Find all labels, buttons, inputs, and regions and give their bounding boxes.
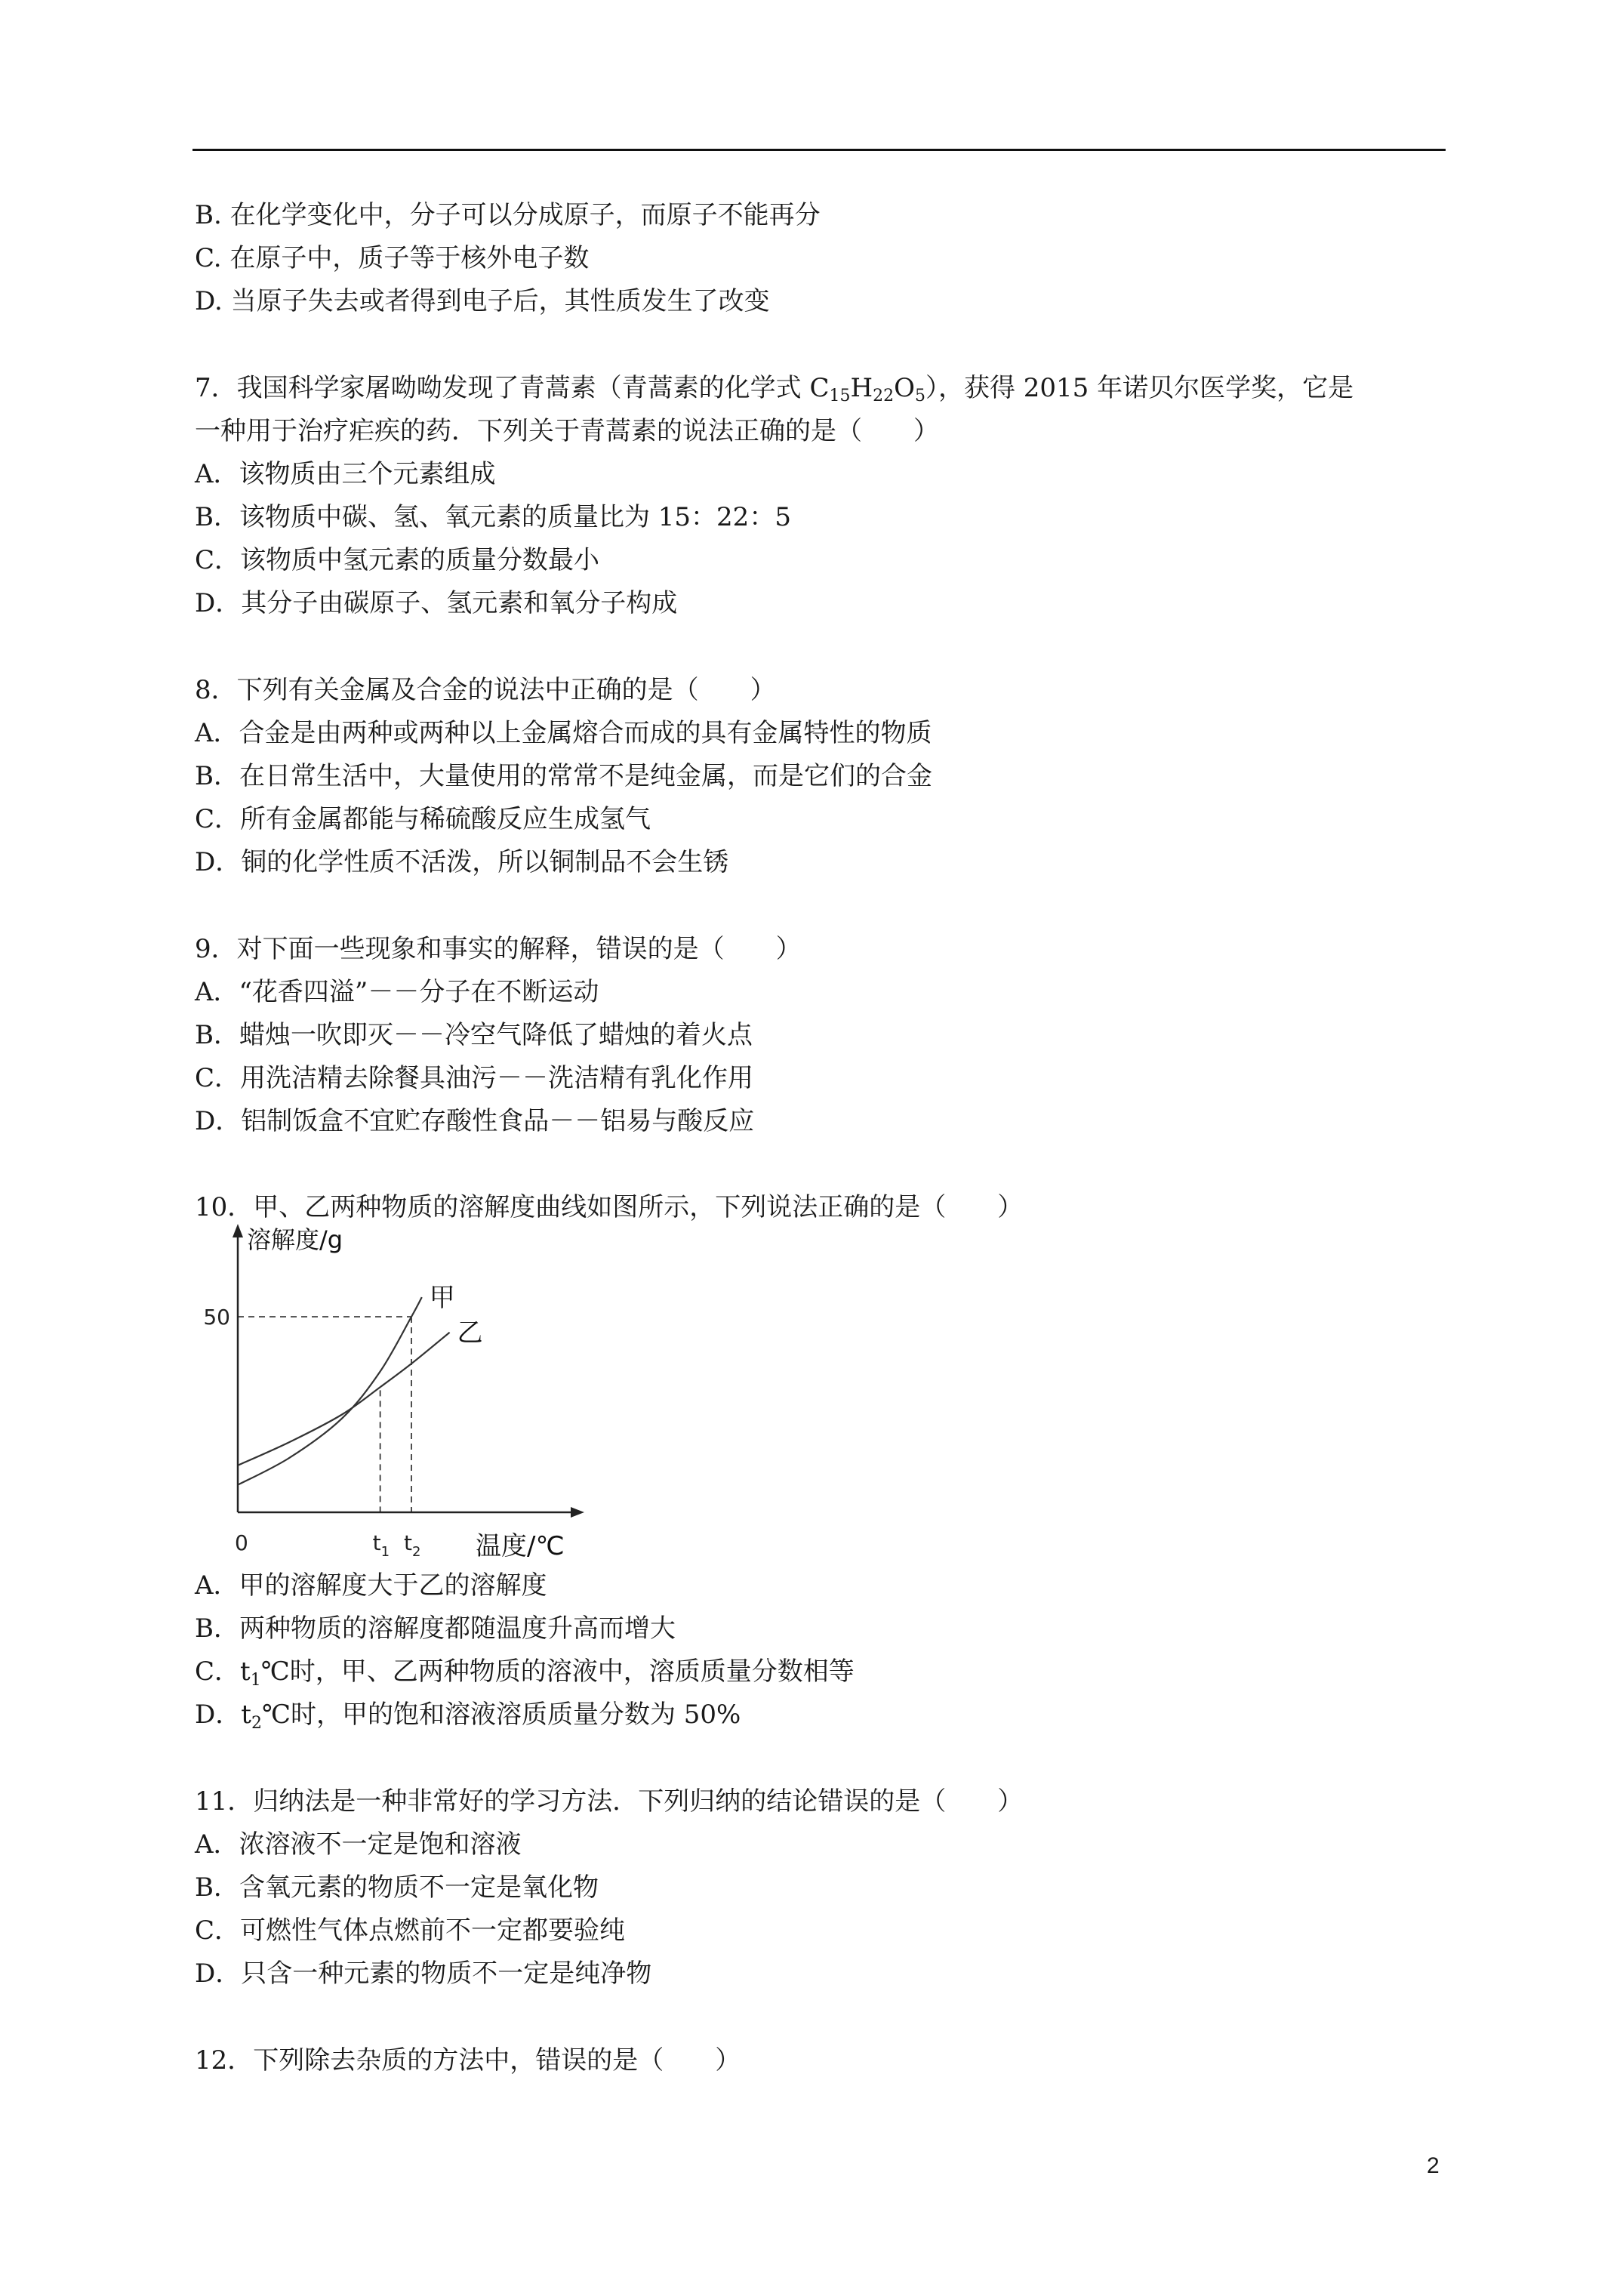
q10-option-c-text: ℃时，甲、乙两种物质的溶液中，溶质质量分数相等	[260, 1657, 855, 1687]
q7-formula-sub-h: 22	[873, 387, 895, 405]
q9-option-b: B．蜡烛一吹即灭－－冷空气降低了蜡烛的着火点	[195, 1020, 753, 1050]
series-curve-1	[238, 1297, 422, 1485]
q10-option-a: A．甲的溶解度大于乙的溶解度	[195, 1570, 547, 1601]
y-tick-label: 50	[203, 1305, 230, 1330]
q8-option-c: C．所有金属都能与稀硫酸反应生成氢气	[195, 804, 651, 834]
series-curve-2	[238, 1333, 450, 1465]
q10-option-d-prefix: D．t	[195, 1700, 251, 1730]
q10-stem: 10．甲、乙两种物质的溶解度曲线如图所示，下列说法正确的是（ ）	[195, 1192, 1024, 1222]
q10-option-b: B．两种物质的溶解度都随温度升高而增大	[195, 1613, 676, 1644]
origin-label: 0	[235, 1530, 248, 1555]
q7-stem-line-1	[195, 373, 1354, 403]
q7-option-a: A．该物质由三个元素组成	[195, 459, 496, 489]
x-axis-arrow-icon	[571, 1507, 584, 1518]
x-tick-sub-1: 1	[380, 1544, 390, 1560]
header-rule	[192, 149, 1446, 151]
x-tick-label-1: t	[372, 1530, 381, 1555]
q7-option-d: D．其分子由碳原子、氢元素和氧分子构成	[195, 588, 678, 618]
q7-stem-prefix: 7．我国科学家屠呦呦发现了青蒿素（青蒿素的化学式 C	[195, 373, 830, 403]
page-number: 2	[1427, 2153, 1440, 2178]
q7-formula-sub-o: 5	[914, 387, 925, 405]
q7-stem-suffix: ），获得 2015 年诺贝尔医学奖，它是	[925, 373, 1354, 403]
q7-option-c: C．该物质中氢元素的质量分数最小	[195, 545, 600, 575]
q11-option-c: C．可燃性气体点燃前不一定都要验纯	[195, 1915, 626, 1946]
q10-option-d	[195, 1700, 741, 1734]
x-tick-label-2: t	[404, 1530, 412, 1555]
q9-option-d: D．铝制饭盒不宜贮存酸性食品－－铝易与酸反应	[195, 1106, 755, 1136]
q10-option-c-sub: 1	[250, 1671, 261, 1690]
y-axis-label: 溶解度/g	[247, 1225, 343, 1254]
q6-option-d: D. 当原子失去或者得到电子后，其性质发生了改变	[195, 286, 770, 316]
q12-stem: 12．下列除去杂质的方法中，错误的是（ ）	[195, 2045, 741, 2076]
q9-option-c: C．用洗洁精去除餐具油污－－洗洁精有乳化作用	[195, 1063, 754, 1093]
series-label-1: 甲	[429, 1283, 455, 1314]
q9-stem: 9．对下面一些现象和事实的解释，错误的是（ ）	[195, 934, 802, 964]
q8-option-a: A．合金是由两种或两种以上金属熔合而成的具有金属特性的物质	[195, 718, 932, 748]
y-axis-arrow-icon	[233, 1224, 243, 1237]
q11-stem: 11．归纳法是一种非常好的学习方法．下列归纳的结论错误的是（ ）	[195, 1786, 1024, 1817]
q10-option-d-text: ℃时，甲的饱和溶液溶质质量分数为 50%	[261, 1700, 741, 1730]
q7-formula-o: O	[894, 373, 915, 403]
q8-stem: 8．下列有关金属及合金的说法中正确的是（ ）	[195, 675, 776, 705]
q8-option-d: D．铜的化学性质不活泼，所以铜制品不会生锈	[195, 847, 729, 877]
q7-formula-sub-c: 15	[829, 387, 851, 405]
q10-option-c-prefix: C．t	[195, 1657, 251, 1687]
q9-option-a: A．“花香四溢”－－分子在不断运动	[195, 977, 599, 1007]
q10-option-d-sub: 2	[251, 1714, 262, 1733]
q6-option-c: C. 在原子中，质子等于核外电子数	[195, 243, 590, 273]
solubility-curve-chart	[181, 1219, 604, 1578]
q6-option-b: B. 在化学变化中，分子可以分成原子，而原子不能再分	[195, 200, 821, 230]
q10-option-c	[195, 1657, 855, 1690]
q11-option-b: B．含氧元素的物质不一定是氧化物	[195, 1872, 599, 1903]
q11-option-d: D．只含一种元素的物质不一定是纯净物	[195, 1959, 652, 1989]
q7-stem-line-2: 一种用于治疗疟疾的药．下列关于青蒿素的说法正确的是（ ）	[195, 416, 939, 446]
q8-option-b: B．在日常生活中，大量使用的常常不是纯金属，而是它们的合金	[195, 761, 932, 791]
q7-option-b: B．该物质中碳、氢、氧元素的质量比为 15：22：5	[195, 502, 791, 532]
x-axis-label: 温度/℃	[476, 1531, 565, 1561]
series-label-2: 乙	[457, 1318, 483, 1348]
q11-option-a: A．浓溶液不一定是饱和溶液	[195, 1829, 522, 1860]
x-tick-sub-2: 2	[412, 1544, 421, 1560]
q7-formula-h: H	[850, 373, 873, 403]
